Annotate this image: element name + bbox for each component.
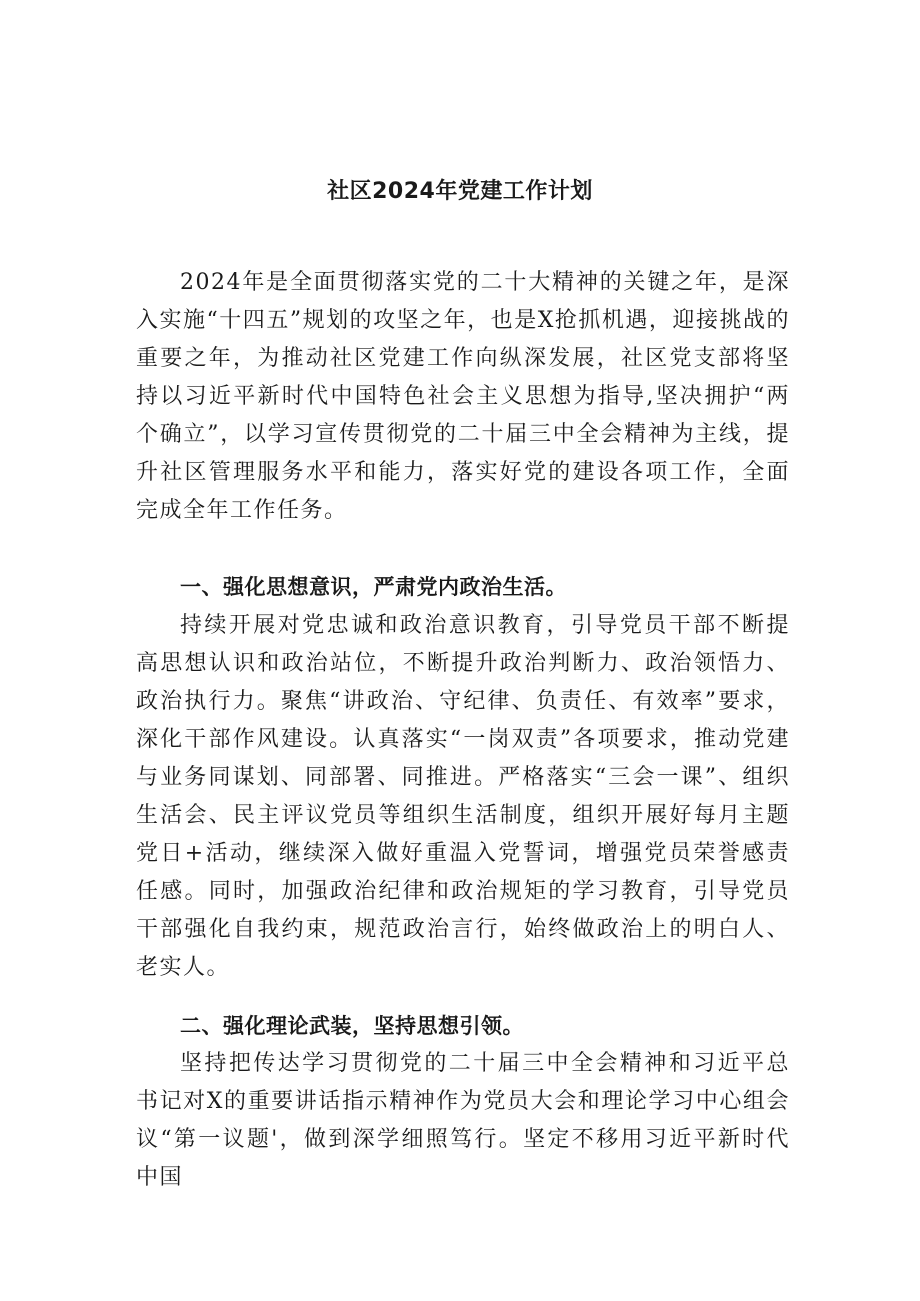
intro-paragraph: 2024年是全面贯彻落实党的二十大精神的关键之年，是深入实施“十四五”规划的攻坚之年，也是X抢抓机遇，迎接挑战的重要之年，为推动社区党建工作向纵深发展，社区党支部将坚持以习近平新时代中国特色社会主义思想为指导,坚决拥护“两个确立”，以学习宣传贯彻党的二十届三中全会精神为主线，提升社区管理服务水平和能力，落实好党的建设各项工作，全面完成全年工作任务。	[136, 270, 790, 523]
section-heading-1: 一、强化思想意识，严肃党内政治生活。	[180, 575, 567, 599]
section-heading-2: 二、强化理论武装，坚持思想引领。	[180, 1014, 524, 1038]
section-body-2: 坚持把传达学习贯彻党的二十届三中全会精神和习近平总书记对X的重要讲话指示精神作为党员大会和理论学习中心组会议“第一议题'，做到深学细照笃行。坚定不移用习近平新时代中国	[136, 1051, 790, 1190]
section-body-1: 持续开展对党忠诚和政治意识教育，引导党员干部不断提高思想认识和政治站位，不断提升政治判断力、政治领悟力、政治执行力。聚焦“讲政治、守纪律、负责任、有效率”要求，深化干部作风建设。认真落实“一岗双责”各项要求，推动党建与业务同谋划、同部署、同推进。严格落实“三会一课”、组织生活会、民主评议党员等组织生活制度，组织开展好每月主题党日+活动，继续深入做好重温入党誓词，增强党员荣誉感责任感。同时，加强政治纪律和政治规矩的学习教育，引导党员干部强化自我约束，规范政治言行，始终做政治上的明白人、老实人。	[136, 613, 790, 980]
document-title: 社区2024年党建工作计划	[327, 179, 593, 204]
